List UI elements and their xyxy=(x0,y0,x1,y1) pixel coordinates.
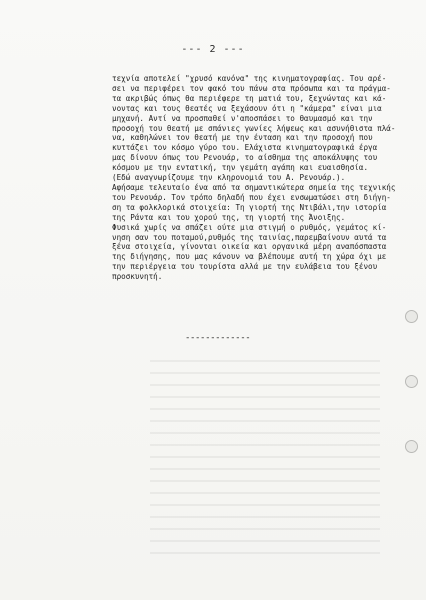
text-line: τεχνία αποτελεί "χρυσό κανόνα" της κινηματογραφίας. Του αρέ- xyxy=(112,74,387,83)
text-line: της Ράντα και του χορού της, τη γιορτή της Άνοιξης. xyxy=(112,212,346,222)
punch-hole-icon xyxy=(405,440,418,453)
punch-hole-icon xyxy=(405,375,418,388)
text-line: μηχανή. Αντί να προσπαθεί ν'αποσπάσει το θαυμασμό και την xyxy=(112,113,373,123)
text-line: προσκυνητή. xyxy=(112,272,163,282)
text-line: του Ρενουάρ. Τον τρόπο δηλαδή που έχει ενσωματώσει στη διήγη- xyxy=(112,192,391,202)
binder-holes xyxy=(405,310,419,505)
text-line: κυττάζει τον κόσμο γύρο του. Ελάχιστα κινηματογραφικά έργα xyxy=(112,143,378,153)
text-line: κόσμου με την εντατική, την γεμάτη αγάπη και ευαισθησία. xyxy=(112,163,369,173)
body-text xyxy=(112,74,412,282)
page-number: --- 2 --- xyxy=(181,44,245,55)
text-line: την περιέργεια του τουρίστα αλλά με την ευλάβεια του ξένου xyxy=(112,262,378,272)
text-line: Αφήσαμε τελευταίο ένα από τα σημαντικώτερα σημεία της τεχνικής xyxy=(112,182,396,192)
punch-hole-icon xyxy=(405,310,418,323)
text-line: της διήγησης, που μας κάνουν να βλέπουμε αυτή τη χώρα όχι με xyxy=(112,252,387,262)
text-line: να, καθηλώνει τον θεατή με την ένταση και την προσοχή που xyxy=(112,133,373,143)
text-line: τα ακριβώς όπως θα περιέφερε τη ματιά του, ξεχνώντας και κά- xyxy=(112,93,387,103)
text-line: Φυσικά χωρίς να σπάζει ούτε μια στιγμή ο ρυθμός, γεμάτος κί- xyxy=(112,222,387,232)
text-line: ξένα στοιχεία, γίνονται οικεία και οργανικά μέρη αναπόσπαστα xyxy=(112,242,387,252)
show-through-text xyxy=(150,360,380,564)
text-line: (Εδώ αναγνωρίζουμε την κληρονομιά του Α. Ρενουάρ.). xyxy=(112,173,346,183)
text-line: μας δίνουν όπως του Ρενουάρ, το αίσθημα της αποκάλυψης του xyxy=(112,153,378,163)
text-line: νηση σαν του ποταμού,ρυθμός της ταινίας,παρεμβαίνουν αυτά τα xyxy=(112,232,387,242)
text-line: προσοχή του θεατή με σπάνιες γωνίες λήψεως και ασυνήθιστα πλά- xyxy=(112,123,396,133)
text-line: σει να περιφέρει τον φακό του πάνω στα πρόσωπα και τα πράγμα- xyxy=(112,83,391,93)
text-line: ση τα φολκλορικά στοιχεία: Τη γιορτή της Ντιβάλι,την ιστορία xyxy=(112,202,387,212)
text-line: νοντας και τους θεατές να ξεχάσουν ότι η "κάμερα" είναι μια xyxy=(112,103,382,113)
section-divider: ------------- xyxy=(185,333,251,343)
